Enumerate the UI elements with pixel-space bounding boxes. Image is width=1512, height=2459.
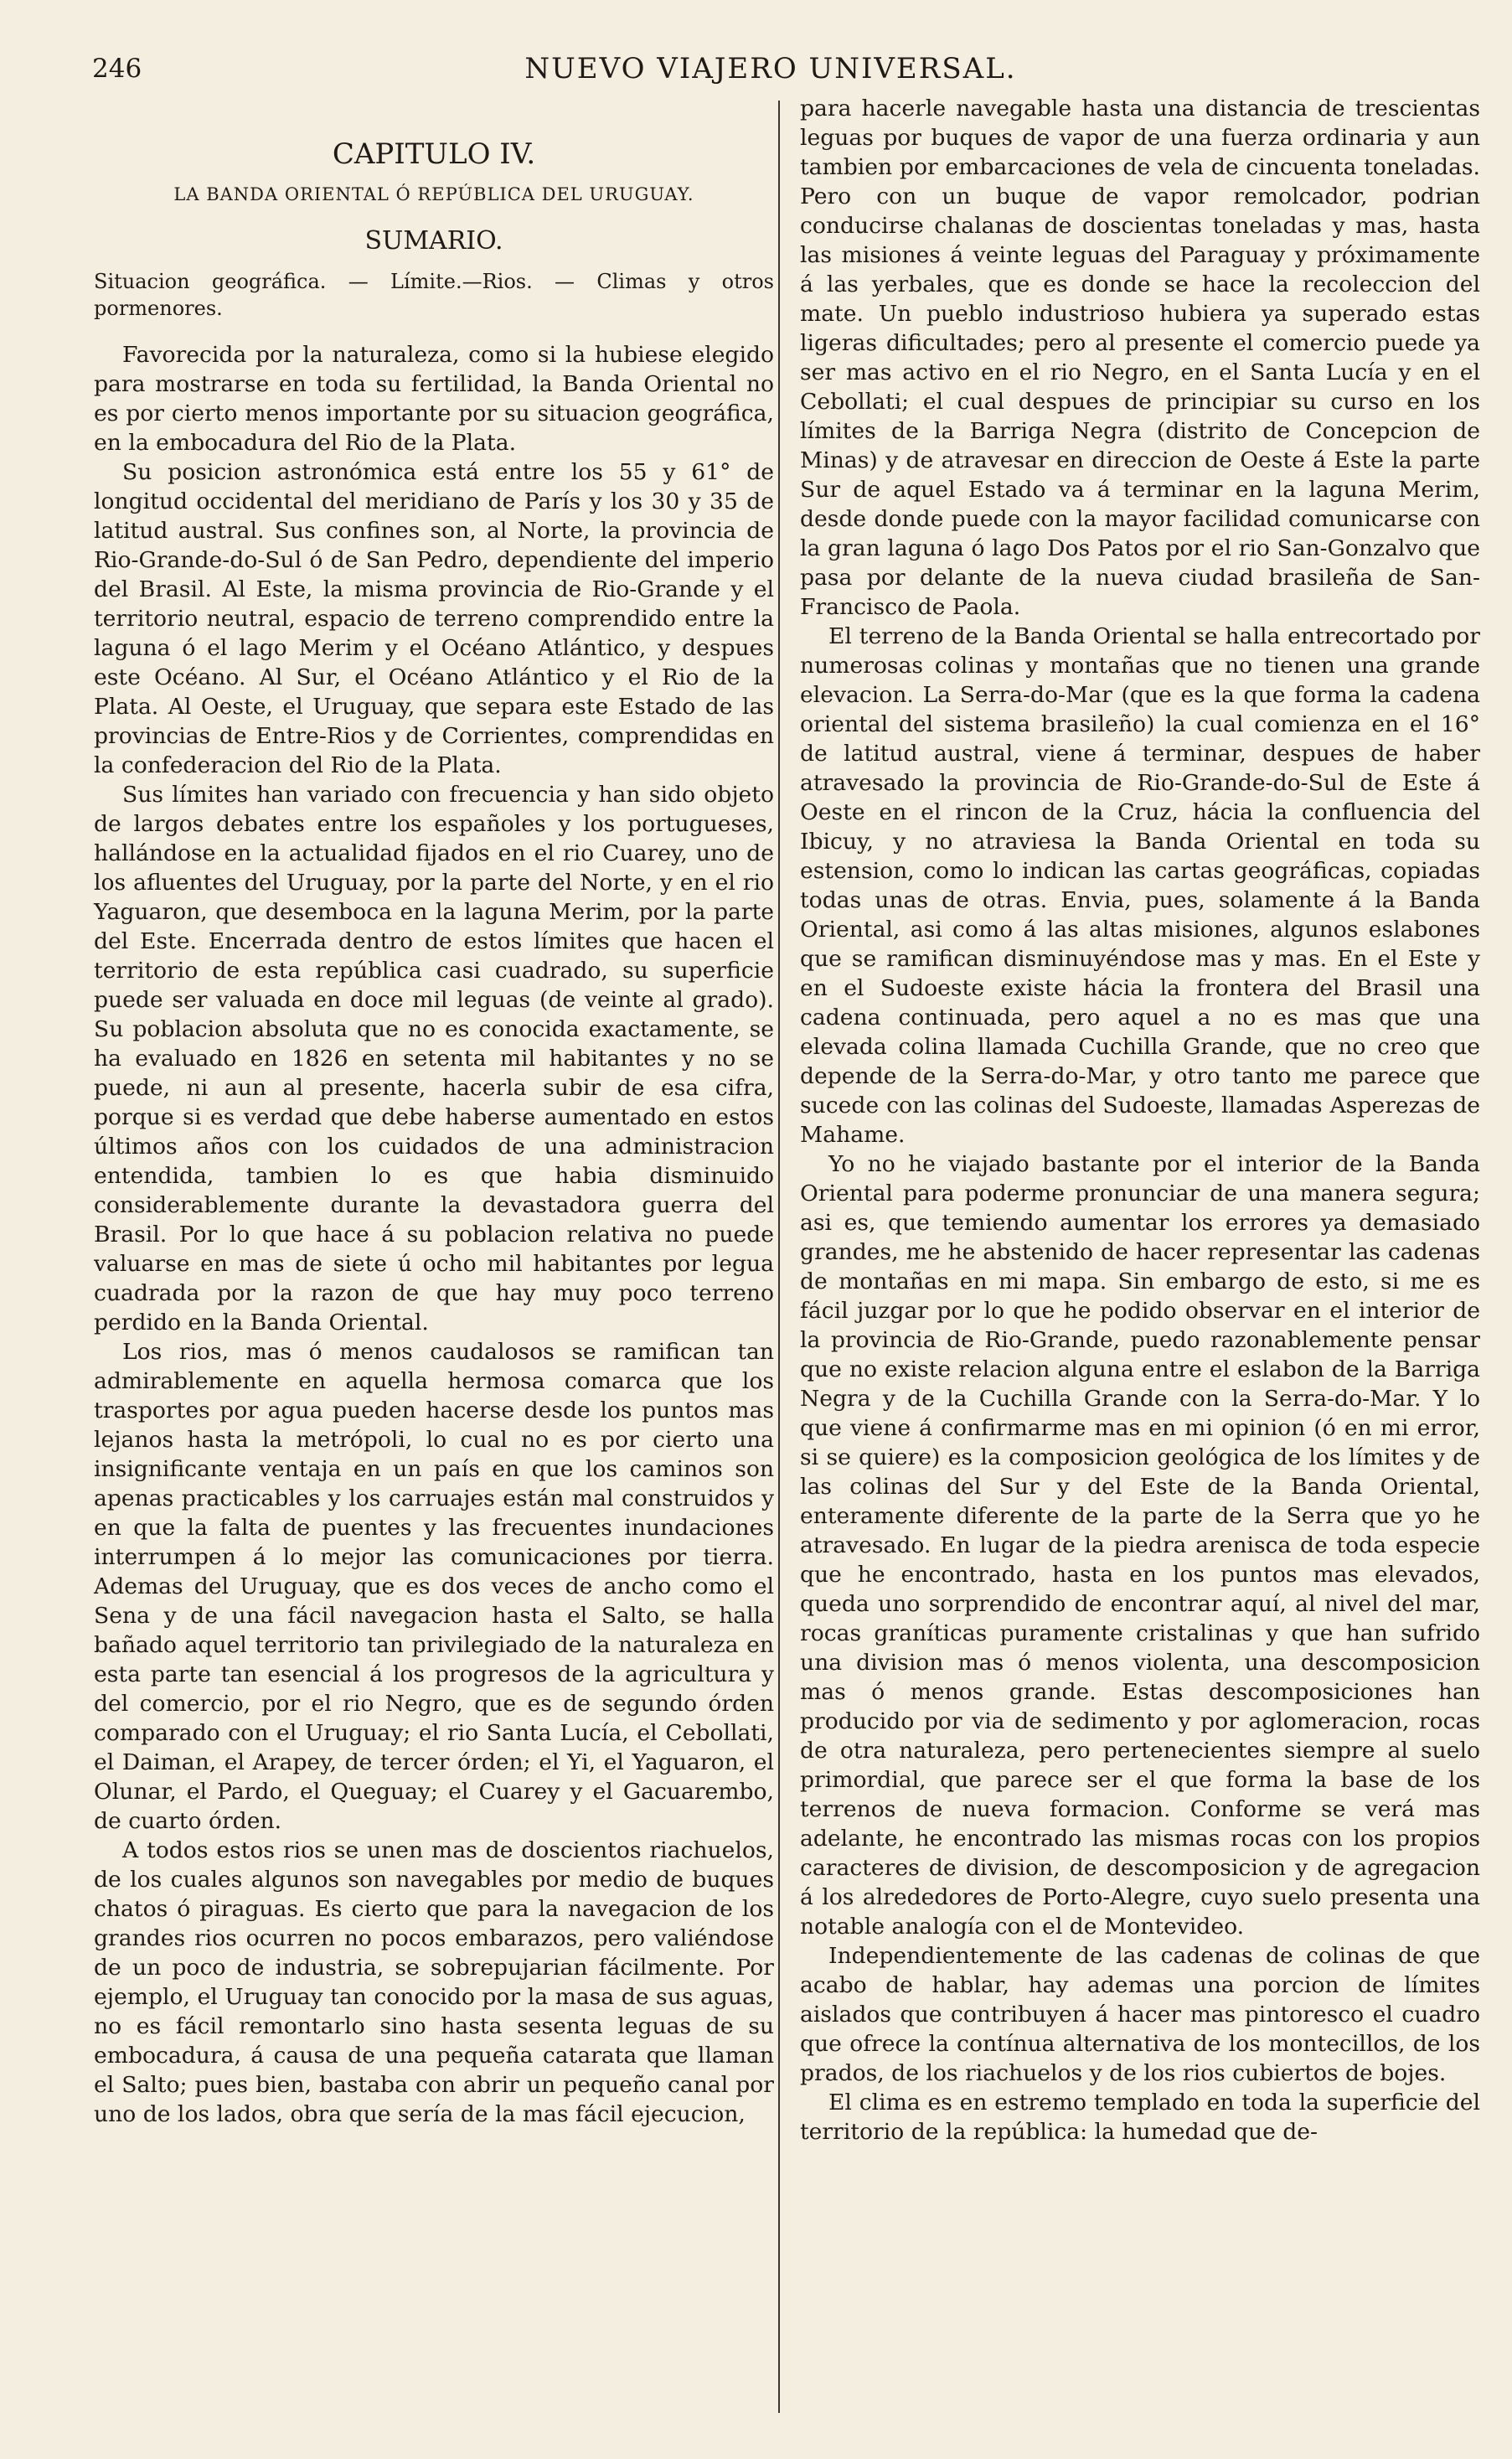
paragraph: Favorecida por la naturaleza, como si la hubiese elegido para mostrarse en toda su fertilidad, la Banda Oriental no es por cierto menos importante por su situacion geográfica, en la embocadura del Rio de la Plata. [94, 342, 774, 456]
chapter-subtitle: LA BANDA ORIENTAL Ó REPÚBLICA DEL URUGUAY. [173, 184, 694, 204]
column-divider [778, 101, 780, 2413]
paragraph: El clima es en estremo templado en toda la superficie del territorio de la república: la humedad que de- [800, 2090, 1480, 2145]
paragraph: El terreno de la Banda Oriental se halla entrecortado por numerosas colinas y montañas que no tienen una grande elevacion. La Serra-do-Mar (que es la que forma la cadena oriental del sistema brasileño) la cual comienza en el 16° de latitud austral, viene á terminar, despues de haber atravesado la provincia de Rio-Grande-do-Sul de Este á Oeste en el rincon de la Cruz, hácia la confluencia del Ibicuy, y no atraviesa la Banda Oriental en toda su estension, como lo indican las cartas geográficas, copiadas todas unas de otras. Envia, pues, solamente á la Banda Oriental, asi como á las altas misiones, algunos eslabones que se ramifican disminuyéndose mas y mas. En el Este y en el Sudoeste existe hácia la frontera del Brasil una cadena continuada, pero aquel a no es mas que una elevada colina llamada Cuchilla Grande, que no creo que depende de la Serra-do-Mar, y otro tanto me parece que sucede con las colinas del Sudoeste, llamadas Asperezas de Mahame. [800, 623, 1480, 1148]
paragraph: Sus límites han variado con frecuencia y han sido objeto de largos debates entre los españoles y los portugueses, hallándose en la actualidad fijados en el rio Cuarey, uno de los afluentes del Uruguay, por la parte del Norte, y en el rio Yaguaron, que desemboca en la laguna Merim, por la parte del Este. Encerrada dentro de estos límites que hacen el territorio de esta república casi cuadrado, su superficie puede ser valuada en doce mil leguas (de veinte al grado). Su poblacion absoluta que no es conocida exactamente, se ha evaluado en 1826 en setenta mil habitantes y no se puede, ni aun al presente, hacerla subir de esa cifra, porque si es verdad que debe haberse aumentado en estos últimos años con los cuidados de una administracion entendida, tambien lo es que habia disminuido considerablemente durante la devastadora guerra del Brasil. Por lo que hace á su poblacion relativa no puede valuarse en mas de siete ú ocho mil habitantes por legua cuadrada por la razon de que hay muy poco terreno perdido en la Banda Oriental. [94, 782, 774, 1335]
summary-text: Situacion geográfica. — Límite.—Rios. — Climas y otros pormenores. [94, 270, 774, 320]
left-column [94, 94, 774, 2129]
page-number: 246 [92, 54, 142, 84]
paragraph: para hacerle navegable hasta una distancia de trescientas leguas por buques de vapor de una fuerza ordinaria y aun tambien por embarcaciones de vela de cincuenta toneladas. Pero con un buque de vapor remolcador, podrian conducirse chalanas de doscientas toneladas y mas, hasta las misiones á veinte leguas del Paraguay y próximamente á las yerbales, que es donde se hace la recoleccion del mate. Un pueblo industrioso hubiera ya superado estas ligeras dificultades; pero al presente el comercio puede ya ser mas activo en el rio Negro, en el Santa Lucía y en el Cebollati; el cual despues de principiar su curso en los límites de la Barriga Negra (distrito de Concepcion de Minas) y de atravesar en direccion de Oeste á Este la parte Sur de aquel Estado va á terminar en la laguna Merim, desde donde puede con la mayor facilidad comunicarse con la gran laguna ó lago Dos Patos por el rio San-Gonzalvo que pasa por delante de la nueva ciudad brasileña de San-Francisco de Paola. [800, 96, 1480, 620]
paragraph: A todos estos rios se unen mas de doscientos riachuelos, de los cuales algunos son navegables por medio de buques chatos ó piraguas. Es cierto que para la navegacion de los grandes rios ocurren no pocos embarazos, pero valiéndose de un poco de industria, se sobrepujarian fácilmente. Por ejemplo, el Uruguay tan conocido por la masa de sus aguas, no es fácil remontarlo sino hasta sesenta leguas de su embocadura, á causa de una pequeña catarata que llaman el Salto; pues bien, bastaba con abrir un pequeño canal por uno de los lados, obra que sería de la mas fácil ejecucion, [94, 1837, 774, 2127]
summary-heading: SUMARIO. [364, 226, 503, 256]
paragraph: Los rios, mas ó menos caudalosos se ramifican tan admirablemente en aquella hermosa comarca que los trasportes por agua pueden hacerse desde los puntos mas lejanos hasta la metrópoli, lo cual no es por cierto una insignificante ventaja en un país en que los caminos son apenas practicables y los carruajes están mal construidos y en que la falta de puentes y las frecuentes inundaciones interrumpen á lo mejor las comunicaciones por tierra. Ademas del Uruguay, que es dos veces de ancho como el Sena y de una fácil navegacion hasta el Salto, se halla bañado aquel territorio tan privilegiado de la naturaleza en esta parte tan esencial á los progresos de la agricultura y del comercio, por el rio Negro, que es de segundo órden comparado con el Uruguay; el rio Santa Lucía, el Cebollati, el Daiman, el Arapey, de tercer órden; el Yi, el Yaguaron, el Olunar, el Pardo, el Queguay; el Cuarey y el Gacuarembo, de cuarto órden. [94, 1339, 774, 1834]
paragraph: Yo no he viajado bastante por el interior de la Banda Oriental para poderme pronunciar de una manera segura; asi es, que temiendo aumentar los errores ya demasiado grandes, me he abstenido de hacer representar las cadenas de montañas en mi mapa. Sin embargo de esto, si me es fácil juzgar por lo que he podido observar en el interior de la provincia de Rio-Grande, puedo razonablemente pensar que no existe relacion alguna entre el eslabon de la Barriga Negra y de la Cuchilla Grande con la Serra-do-Mar. Y lo que viene á confirmarme mas en mi opinion (ó en mi error, si se quiere) es la composicion geológica de los límites y de las colinas del Sur y del Este de la Banda Oriental, enteramente diferente de la parte de la Serra que yo he atravesado. En lugar de la piedra arenisca de toda especie que he encontrado, hasta en los puntos mas elevados, queda uno sorprendido de encontrar aquí, al nivel del mar, rocas graníticas puramente cristalinas y que han sufrido una division mas ó menos violenta, una descomposicion mas ó menos grande. Estas descomposiciones han producido por via de sedimento y por aglomeracion, rocas de otra naturaleza, pero pertenecientes siempre al suelo primordial, que parece ser el que forma la base de los terrenos de nueva formacion. Conforme se verá mas adelante, he encontrado las mismas rocas con los propios caracteres de division, de descomposicion y de agregacion á los alrededores de Porto-Alegre, cuyo suelo presenta una notable analogía con el de Montevideo. [800, 1151, 1480, 1940]
running-title: NUEVO VIAJERO UNIVERSAL. [524, 52, 1017, 85]
paragraph: Su posicion astronómica está entre los 55 y 61° de longitud occidental del meridiano de París y los 30 y 35 de latitud austral. Sus confines son, al Norte, la provincia de Rio-Grande-do-Sul ó de San Pedro, dependiente del imperio del Brasil. Al Este, la misma provincia de Rio-Grande y el territorio neutral, espacio de terreno comprendido entre la laguna ó el lago Merim y el Océano Atlántico, y despues este Océano. Al Sur, el Océano Atlántico y el Rio de la Plata. Al Oeste, el Uruguay, que separa este Estado de las provincias de Entre-Rios y de Corrientes, comprendidas en la confederacion del Rio de la Plata. [94, 459, 774, 778]
paragraph: Independientemente de las cadenas de colinas de que acabo de hablar, hay ademas una porcion de límites aislados que contribuyen á hacer mas pintoresco el cuadro que ofrece la contínua alternativa de los montecillos, de los prados, de los riachuelos y de los rios cubiertos de bojes. [800, 1943, 1480, 2086]
right-column [800, 94, 1480, 2146]
chapter-title: CAPITULO IV. [332, 137, 536, 171]
running-header [92, 49, 1449, 89]
